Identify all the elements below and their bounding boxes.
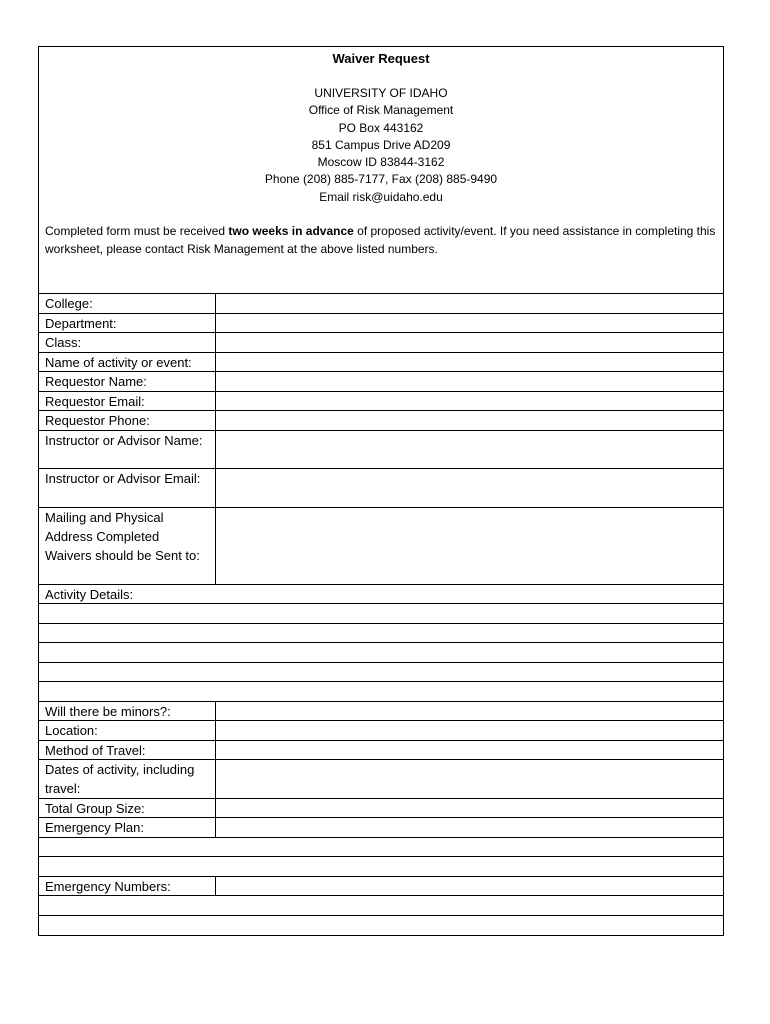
requestor-name-field[interactable] (216, 372, 723, 391)
college-label: College: (39, 294, 216, 313)
dates-row (39, 760, 723, 799)
college-field[interactable] (216, 294, 723, 313)
notice-deadline: two weeks in advance (228, 224, 354, 239)
class-row (39, 333, 723, 353)
activity-details-line[interactable] (39, 624, 723, 644)
requestor-email-label: Requestor Email: (39, 392, 216, 411)
minors-field[interactable] (216, 702, 723, 721)
group-size-row (39, 799, 723, 819)
advisor-name-row (39, 431, 723, 470)
emergency-numbers-field[interactable] (216, 877, 723, 896)
emergency-numbers-row (39, 877, 723, 897)
college-row (39, 294, 723, 314)
activity-details-label: Activity Details: (45, 586, 134, 602)
department-label: Department: (39, 314, 216, 333)
notice-suffix: of proposed activity/event. If you need assistance in completing this worksheet, please contact Risk Management at the above listed numbers. (45, 224, 716, 256)
dates-field[interactable] (216, 760, 723, 798)
advisor-email-field[interactable] (216, 469, 723, 507)
address-line: Email risk@uidaho.edu (319, 189, 443, 204)
address-line: Phone (208) 885-7177, Fax (208) 885-9490 (264, 172, 498, 187)
requestor-name-row (39, 372, 723, 392)
travel-method-row (39, 741, 723, 761)
location-label: Location: (39, 721, 216, 740)
activity-details-row (39, 585, 723, 605)
advisor-name-field[interactable] (216, 431, 723, 469)
emergency-numbers-label: Emergency Numbers: (39, 877, 216, 896)
activity-name-row (39, 353, 723, 373)
department-field[interactable] (216, 314, 723, 333)
submission-notice (39, 223, 723, 258)
group-size-field[interactable] (216, 799, 723, 818)
travel-method-field[interactable] (216, 741, 723, 760)
address-line: UNIVERSITY OF IDAHO (314, 86, 448, 100)
activity-details-line[interactable] (39, 643, 723, 663)
requestor-name-label: Requestor Name: (39, 372, 216, 391)
form-header (39, 47, 723, 294)
location-field[interactable] (216, 721, 723, 740)
dates-label: Dates of activity, including travel: (39, 760, 216, 798)
class-label: Class: (39, 333, 216, 352)
requestor-phone-row (39, 411, 723, 431)
group-size-label: Total Group Size: (39, 799, 216, 818)
form-title: Waiver Request (332, 51, 430, 66)
activity-details-line[interactable] (39, 663, 723, 683)
address-line: Office of Risk Management (308, 103, 454, 118)
class-field[interactable] (216, 333, 723, 352)
emergency-plan-label: Emergency Plan: (39, 818, 216, 837)
activity-name-label: Name of activity or event: (39, 353, 216, 372)
location-row (39, 721, 723, 741)
emergency-numbers-line[interactable] (39, 916, 723, 936)
advisor-name-label: Instructor or Advisor Name: (39, 431, 216, 469)
emergency-numbers-line[interactable] (39, 896, 723, 916)
department-row (39, 314, 723, 334)
address-line: Moscow ID 83844-3162 (317, 155, 445, 170)
activity-details-line[interactable] (39, 604, 723, 624)
travel-method-label: Method of Travel: (39, 741, 216, 760)
mailing-address-label: Mailing and Physical Address Completed Waivers should be Sent to: (39, 508, 216, 584)
requestor-phone-label: Requestor Phone: (39, 411, 216, 430)
emergency-plan-line[interactable] (39, 838, 723, 858)
address-line: 851 Campus Drive AD209 (311, 137, 451, 152)
contact-address (39, 85, 723, 206)
minors-row (39, 702, 723, 722)
minors-label: Will there be minors?: (39, 702, 216, 721)
activity-name-field[interactable] (216, 353, 723, 372)
requestor-phone-field[interactable] (216, 411, 723, 430)
waiver-request-form (38, 46, 724, 936)
advisor-email-row (39, 469, 723, 508)
mailing-address-field[interactable] (216, 508, 723, 584)
address-line: PO Box 443162 (338, 120, 424, 135)
requestor-email-field[interactable] (216, 392, 723, 411)
requestor-email-row (39, 392, 723, 412)
mailing-address-row (39, 508, 723, 585)
emergency-plan-row (39, 818, 723, 838)
notice-prefix: Completed form must be received (45, 224, 229, 239)
emergency-plan-field[interactable] (216, 818, 723, 837)
spacer-row (39, 682, 723, 702)
spacer-row (39, 857, 723, 877)
advisor-email-label: Instructor or Advisor Email: (39, 469, 216, 507)
